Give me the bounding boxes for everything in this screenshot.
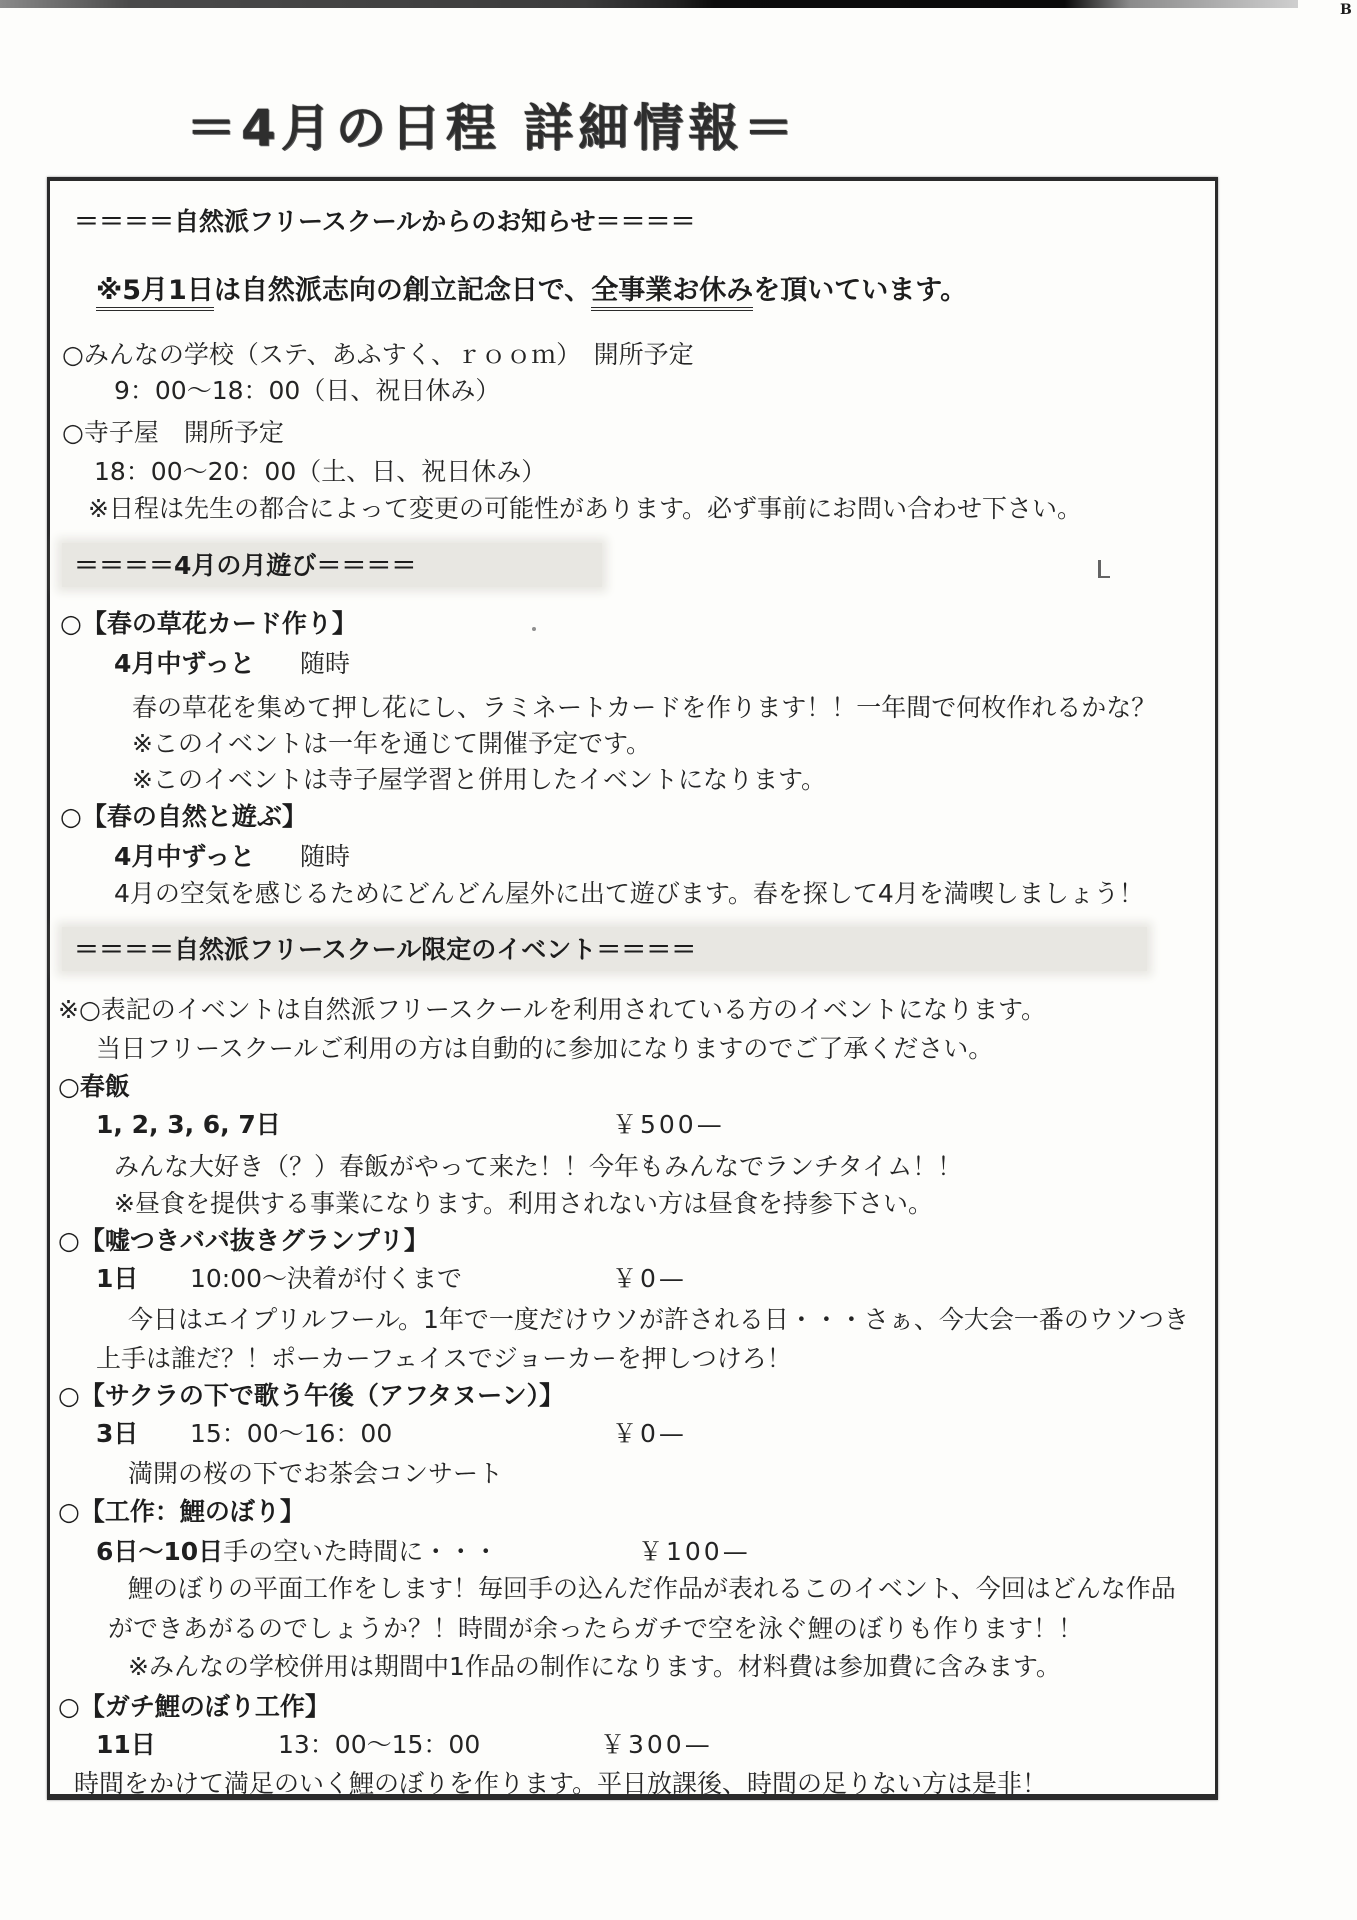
notice-text-tail: を頂いています。 (753, 275, 968, 306)
schedule-date: 1, 2, 3, 6, 7日 (96, 1110, 281, 1139)
notice-text: は自然派志向の創立記念日で、 (213, 275, 592, 306)
scan-artifact-top-edge (0, 0, 1298, 8)
body-text-line (114, 877, 1144, 911)
event-title-text: ○【春の草花カード作り】 (60, 609, 357, 638)
body-text-line (96, 1032, 993, 1066)
event-title (58, 1495, 305, 1529)
section-heading-text: ＝＝＝＝自然派フリースクールからのお知らせ＝＝＝＝ (74, 207, 696, 236)
body-text-line-text: ※昼食を提供する事業になります。利用されない方は昼食を持参下さい。 (114, 1189, 933, 1218)
section-heading-text: ＝＝＝＝4月の月遊び＝＝＝＝ (74, 551, 417, 580)
body-text-line-text: 当日フリースクールご利用の方は自動的に参加になりますのでご了承ください。 (96, 1034, 994, 1063)
event-title (58, 1379, 564, 1413)
body-text-line-text: ※○表記のイベントは自然派フリースクールを利用されている方のイベントになります。 (58, 995, 1047, 1024)
price-label: ￥100— (638, 1537, 751, 1566)
body-text-line (128, 1572, 1176, 1606)
body-text-line-text: 満開の桜の下でお茶会コンサート (128, 1459, 504, 1488)
price-label: ￥500— (612, 1110, 725, 1139)
body-text-line-text: ※みんなの学校併用は期間中1作品の制作になります。材料費は参加費に含みます。 (128, 1652, 1061, 1681)
event-title (58, 1070, 130, 1104)
event-schedule-row (96, 1417, 687, 1451)
body-text-line (132, 763, 826, 797)
event-title (60, 607, 357, 641)
body-text-line (88, 492, 1082, 526)
section-heading (74, 549, 416, 583)
schedule-time: 随時 (300, 842, 351, 871)
event-schedule-row (114, 840, 351, 874)
schedule-date: 1日 (96, 1264, 139, 1293)
body-text-line-text: 上手は誰だ？！ポーカーフェイスでジョーカーを押しつけろ！ (96, 1344, 792, 1373)
body-text-line-text: 今日はエイプリルフール。1年で一度だけウソが許される日・・・さぁ、今大会一番のウソつき (128, 1305, 1189, 1334)
event-title (58, 1690, 330, 1724)
scan-artifact-letter-b: B (1340, 2, 1352, 18)
schedule-date: 11日 (96, 1730, 156, 1759)
body-text-line (108, 1612, 1083, 1646)
schedule-time: 15：00～16：00 (190, 1419, 393, 1448)
body-text-line (132, 727, 651, 761)
price-label: ￥300— (600, 1730, 713, 1759)
event-schedule-row (96, 1728, 713, 1762)
section-heading (74, 933, 696, 967)
body-text-line (94, 455, 546, 489)
body-text-line (128, 1650, 1061, 1684)
event-title-text: ○【春の自然と遊ぶ】 (60, 802, 307, 831)
body-text-line-text: 春の草花を集めて押し花にし、ラミネートカードを作ります！！一年間で何枚作れるかな？ (132, 693, 1157, 722)
event-title-text: ○【嘘つきババ抜きグランプリ】 (58, 1226, 429, 1255)
body-text-line-text: みんな大好き（？）春飯がやって来た！！今年もみんなでランチタイム！！ (114, 1152, 963, 1181)
event-schedule-row (96, 1535, 751, 1569)
event-schedule-row (96, 1108, 725, 1142)
event-title (60, 800, 307, 834)
event-title-text: ○【ガチ鯉のぼり工作】 (58, 1692, 330, 1721)
schedule-time: 13：00～15：00 (278, 1730, 481, 1759)
schedule-date: 4月中ずっと (114, 649, 255, 678)
schedule-date: 4月中ずっと (114, 842, 255, 871)
section-heading-text: ＝＝＝＝自然派フリースクール限定のイベント＝＝＝＝ (74, 935, 697, 964)
body-text-line (58, 993, 1046, 1027)
event-schedule-row (114, 647, 351, 681)
event-title-text: ○【工作：鯉のぼり】 (58, 1497, 305, 1526)
body-text-line (62, 338, 694, 372)
body-text-line-text: ができあがるのでしょうか？！時間が余ったらガチで空を泳ぐ鯉のぼりも作ります！！ (108, 1614, 1084, 1643)
body-text-line (114, 1150, 962, 1184)
body-text-line (96, 1342, 792, 1376)
scan-artifact-tick (1098, 560, 1110, 578)
body-text-line (128, 1457, 503, 1491)
schedule-time: 随時 (300, 649, 351, 678)
notice-underlined-closure: 全事業お休み (591, 275, 753, 311)
event-title-text: ○【サクラの下で歌う午後（アフタヌーン）】 (58, 1381, 565, 1410)
page-title: ＝4月の日程 詳細情報＝ (186, 99, 799, 157)
price-label: ￥0— (612, 1264, 687, 1293)
section-heading (74, 205, 696, 239)
body-text-line (62, 416, 284, 450)
scan-artifact-speck (532, 627, 536, 631)
body-text-line-text: ※このイベントは寺子屋学習と併用したイベントになります。 (132, 765, 826, 794)
body-text-line-text: 4月の空気を感じるためにどんどん屋外に出て遊びます。春を探して4月を満喫しましょう！ (114, 879, 1144, 908)
body-text-line-text: ※このイベントは一年を通じて開催予定です。 (132, 729, 651, 758)
schedule-date: 3日 (96, 1419, 139, 1448)
body-text-line-text: ○寺子屋 開所予定 (62, 418, 284, 447)
schedule-date: 6日～10日 (96, 1537, 224, 1566)
body-text-line (114, 1187, 933, 1221)
body-text-line-text: ※日程は先生の都合によって変更の可能性があります。必ず事前にお問い合わせ下さい。 (88, 494, 1082, 523)
schedule-time: 10:00～決着が付くまで (190, 1264, 463, 1293)
schedule-time: 手の空いた時間に・・・ (223, 1537, 499, 1566)
event-schedule-row (96, 1262, 687, 1296)
body-text-line (128, 1303, 1189, 1337)
event-title (58, 1224, 429, 1258)
notice-underlined-date: ※5月1日 (96, 275, 214, 311)
body-text-line (74, 1767, 1047, 1801)
body-text-line-text: 18：00～20：00（土、日、祝日休み） (94, 457, 547, 486)
body-text-line-text: 鯉のぼりの平面工作をします！毎回手の込んだ作品が表れるこのイベント、今回はどんな作品 (128, 1574, 1176, 1603)
body-text-line-text: ○みんなの学校（ステ、あふすく、ｒｏｏｍ） 開所予定 (62, 340, 694, 369)
body-text-line-text: 時間をかけて満足のいく鯉のぼりを作ります。平日放課後、時間の足りない方は是非！ (74, 1769, 1048, 1798)
body-text-line-text: 9：00～18：00（日、祝日休み） (114, 376, 501, 405)
holiday-notice-line (96, 272, 967, 310)
body-text-line (114, 374, 500, 408)
event-title-text: ○春飯 (58, 1072, 130, 1101)
body-text-line (132, 691, 1156, 725)
price-label: ￥0— (612, 1419, 687, 1448)
